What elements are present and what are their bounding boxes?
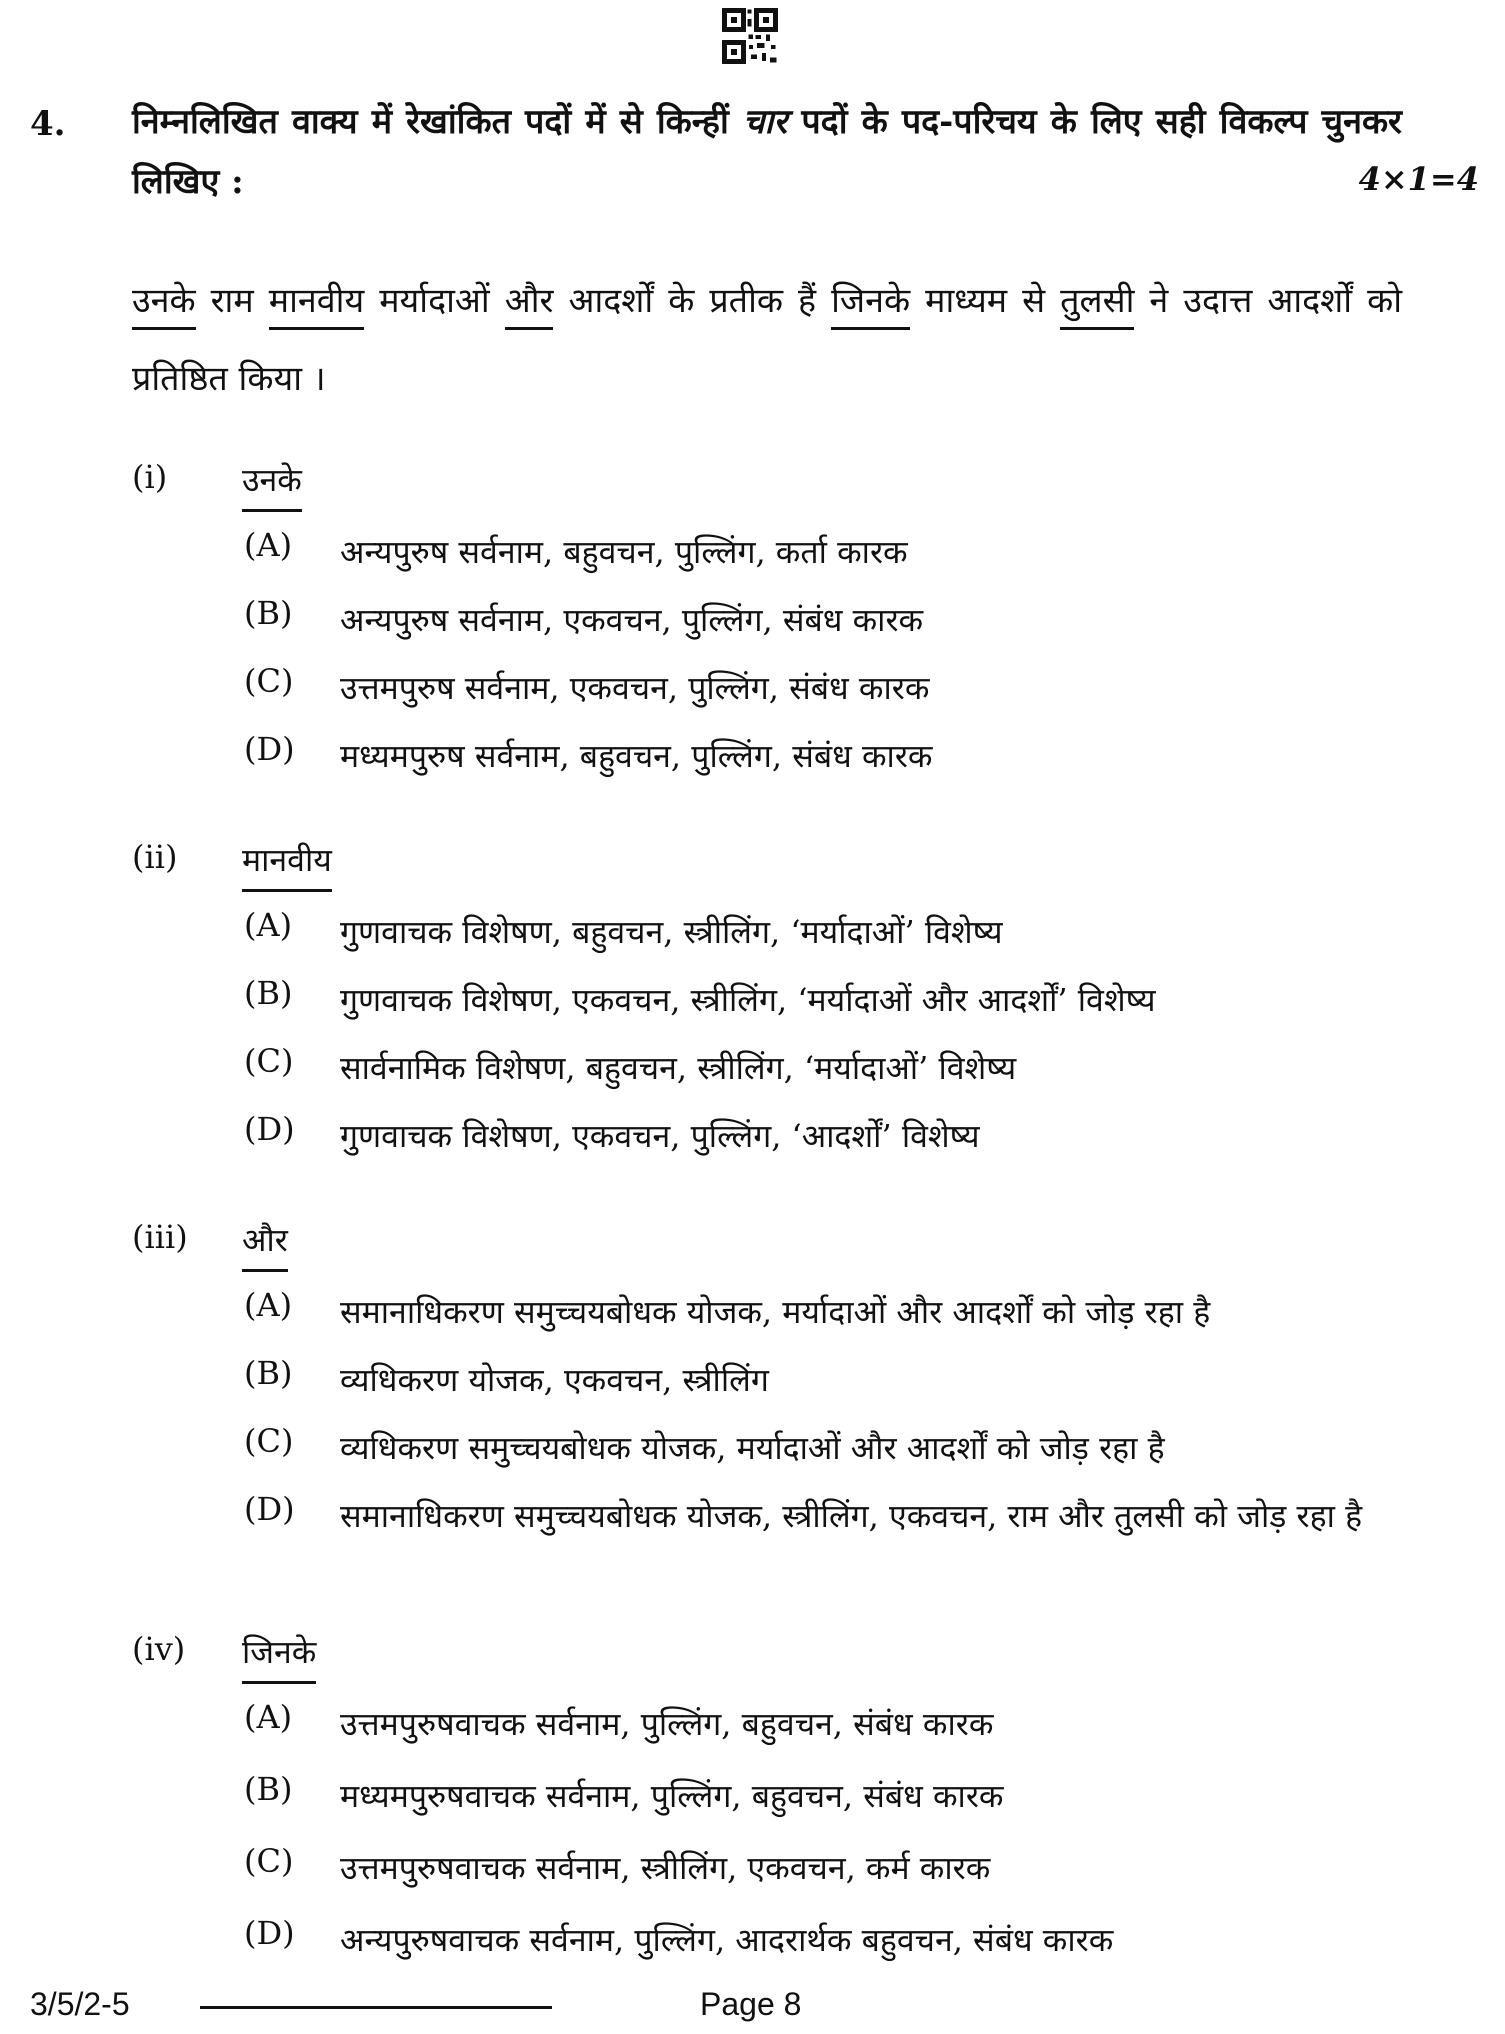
- underlined-word-5: तुलसी: [1060, 281, 1134, 330]
- source-sentence: [132, 262, 1402, 418]
- option-text: उत्तमपुरुषवाचक सर्वनाम, स्त्रीलिंग, एकवचन, कर्म कारक: [340, 1849, 991, 1887]
- option-label: (C): [244, 1842, 294, 1880]
- option-text: समानाधिकरण समुच्चयबोधक योजक, स्त्रीलिंग, एकवचन, राम और तुलसी को जोड़ रहा है: [340, 1497, 1363, 1535]
- option: [132, 518, 1402, 586]
- option-text: गुणवाचक विशेषण, एकवचन, स्त्रीलिंग, ‘मर्यादाओं और आदर्शों’ विशेष्य: [340, 981, 1156, 1019]
- option-label: (C): [244, 1422, 294, 1460]
- option-text: मध्यमपुरुष सर्वनाम, बहुवचन, पुल्लिंग, संबंध कारक: [340, 737, 933, 775]
- sub-question-term: जिनके: [242, 1630, 316, 1684]
- option-text: गुणवाचक विशेषण, बहुवचन, स्त्रीलिंग, ‘मर्यादाओं’ विशेष्य: [340, 913, 1003, 951]
- option-label: (A): [244, 526, 293, 564]
- option-label: (A): [244, 1698, 293, 1736]
- option: [132, 966, 1402, 1034]
- sub-question-term: उनके: [242, 458, 302, 512]
- sub-question-number: (iv): [132, 1630, 186, 1668]
- option-label: (B): [244, 1354, 293, 1392]
- paper-code: 3/5/2-5: [30, 1986, 130, 2022]
- option-label: (B): [244, 974, 293, 1012]
- option: [132, 722, 1402, 790]
- footer-divider: [200, 2006, 552, 2009]
- option-text: गुणवाचक विशेषण, एकवचन, पुल्लिंग, ‘आदर्शों’ विशेष्य: [340, 1117, 980, 1155]
- option-label: (D): [244, 1914, 295, 1952]
- underlined-word-2: मानवीय: [269, 281, 364, 330]
- option-text: अन्यपुरुषवाचक सर्वनाम, पुल्लिंग, आदरार्थक बहुवचन, संबंध कारक: [340, 1921, 1114, 1959]
- option-label: (A): [244, 906, 293, 944]
- option-label: (C): [244, 1042, 294, 1080]
- option: [132, 1482, 1402, 1606]
- underlined-word-3: और: [505, 281, 554, 330]
- underlined-word-1: उनके: [132, 281, 196, 330]
- option-label: (C): [244, 662, 294, 700]
- question-number: 4.: [30, 104, 66, 144]
- option-label: (B): [244, 1770, 293, 1808]
- sub-question-number: (ii): [132, 838, 178, 876]
- option: [132, 1414, 1402, 1482]
- sub-question-ii: [132, 838, 1402, 1170]
- option: [132, 1906, 1402, 1978]
- option-label: (D): [244, 1490, 295, 1528]
- sub-question-term: मानवीय: [242, 838, 332, 892]
- option-text: मध्यमपुरुषवाचक सर्वनाम, पुल्लिंग, बहुवचन, संबंध कारक: [340, 1777, 1004, 1815]
- option: [132, 654, 1402, 722]
- question-instruction: [132, 92, 1402, 212]
- option: [132, 586, 1402, 654]
- option-text: अन्यपुरुष सर्वनाम, एकवचन, पुल्लिंग, संबंध कारक: [340, 601, 924, 639]
- sub-question-number: (iii): [132, 1218, 188, 1256]
- option-text: व्यधिकरण योजक, एकवचन, स्त्रीलिंग: [340, 1361, 769, 1399]
- option-label: (B): [244, 594, 293, 632]
- instruction-emphasis: चार: [742, 102, 788, 142]
- underlined-word-4: जिनके: [831, 281, 910, 330]
- page-number: Page 8: [700, 1986, 802, 2022]
- instruction-part2: पदों के पद-परिचय के लिए सही विकल्प चुनकर लिखिए :: [132, 102, 1402, 202]
- sub-question-iii: [132, 1218, 1402, 1606]
- option-label: (A): [244, 1286, 293, 1324]
- option-text: उत्तमपुरुषवाचक सर्वनाम, पुल्लिंग, बहुवचन, संबंध कारक: [340, 1705, 994, 1743]
- option: [132, 1102, 1402, 1170]
- option-label: (D): [244, 730, 295, 768]
- marks-allocation: 4×1=4: [1358, 160, 1479, 198]
- option: [132, 898, 1402, 966]
- sub-question-i: [132, 458, 1402, 790]
- option: [132, 1346, 1402, 1414]
- sentence-text-4: माध्यम से: [910, 281, 1061, 321]
- option-label: (D): [244, 1110, 295, 1148]
- sub-question-iv: [132, 1630, 1402, 1978]
- option: [132, 1034, 1402, 1102]
- option: [132, 1690, 1402, 1762]
- option-text: व्यधिकरण समुच्चयबोधक योजक, मर्यादाओं और आदर्शों को जोड़ रहा है: [340, 1429, 1165, 1467]
- sentence-text-5: ने उदात्त आदर्शों को प्रतिष्ठित किया ।: [132, 281, 1403, 399]
- sub-question-term: और: [242, 1218, 288, 1272]
- option: [132, 1278, 1402, 1346]
- sentence-text-2: मर्यादाओं: [364, 281, 505, 321]
- sentence-text-1: राम: [195, 281, 269, 321]
- instruction-part1: निम्नलिखित वाक्य में रेखांकित पदों में से किन्हीं: [132, 102, 729, 142]
- option: [132, 1762, 1402, 1834]
- option-text: अन्यपुरुष सर्वनाम, बहुवचन, पुल्लिंग, कर्ता कारक: [340, 533, 908, 571]
- option-text: समानाधिकरण समुच्चयबोधक योजक, मर्यादाओं और आदर्शों को जोड़ रहा है: [340, 1293, 1211, 1331]
- sentence-text-3: आदर्शों के प्रतीक हैं: [553, 281, 832, 321]
- qr-code-icon: [722, 8, 778, 64]
- sub-question-number: (i): [132, 458, 168, 496]
- option-text: सार्वनामिक विशेषण, बहुवचन, स्त्रीलिंग, ‘मर्यादाओं’ विशेष्य: [340, 1049, 1017, 1087]
- option: [132, 1834, 1402, 1906]
- option-text: उत्तमपुरुष सर्वनाम, एकवचन, पुल्लिंग, संबंध कारक: [340, 669, 930, 707]
